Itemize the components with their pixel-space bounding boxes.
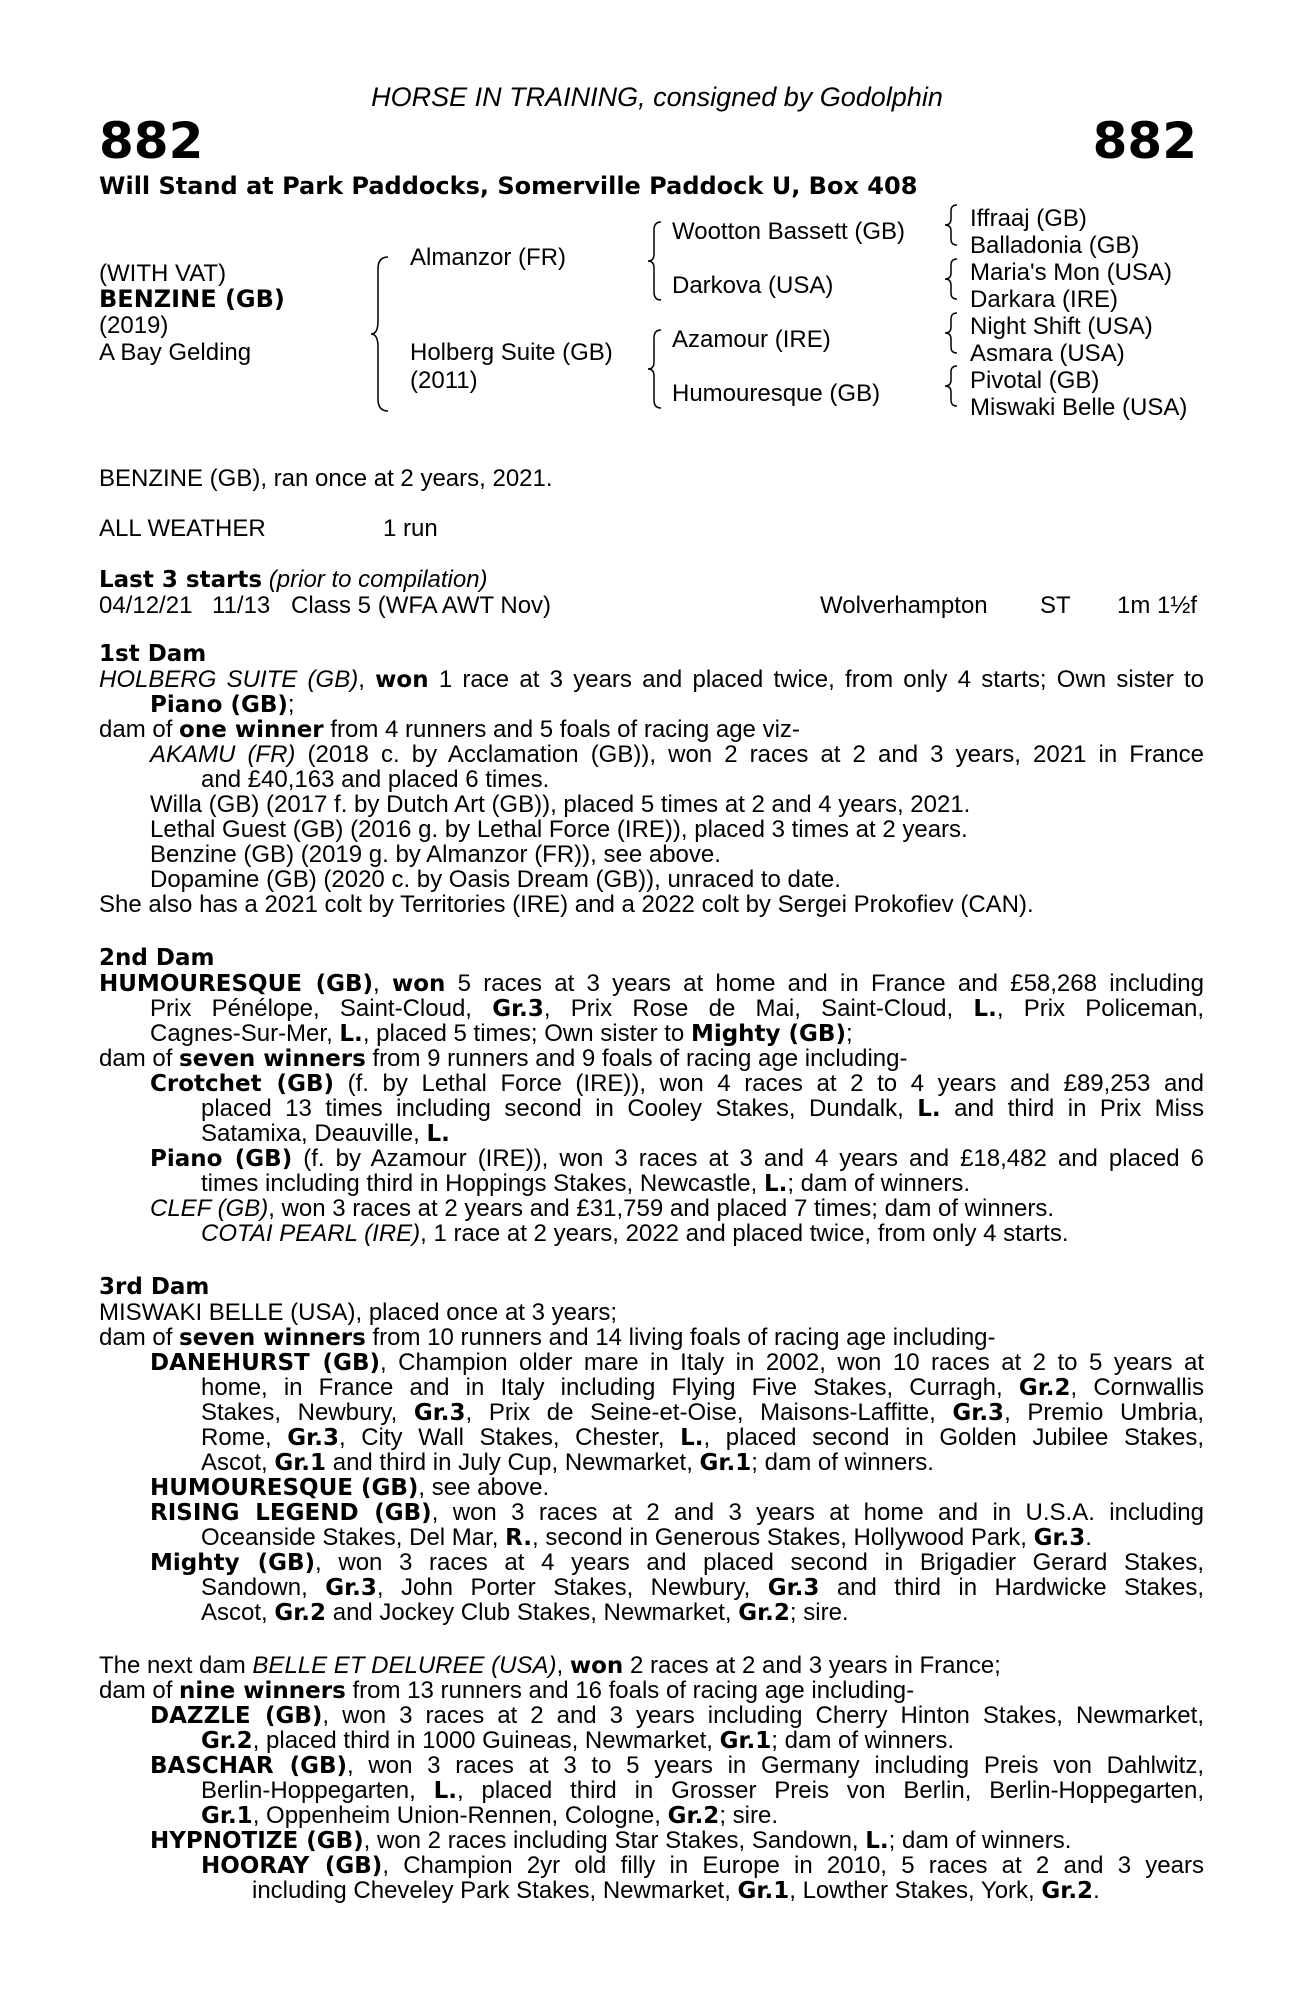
pedigree-brace-g4-4 [942,364,960,408]
sire-name: Almanzor (FR) [410,244,567,271]
race-record: BENZINE (GB), ran once at 2 years, 2021. [99,465,553,492]
lot-number-right: 882 [1092,112,1197,170]
last-starts-heading [99,566,488,594]
progeny-line: Sandown, Gr.3, John Porter Stakes, Newbury, Gr.3 and third in Hardwicke Stakes, [201,1575,1204,1600]
next-dam-line: The next dam BELLE ET DELUREE (USA), won 2 races at 2 and 3 years in France; [99,1652,1001,1679]
progeny-line: and £40,163 and placed 6 times. [201,766,550,793]
granddam-dam: Humouresque (GB) [672,380,881,407]
start-course: Wolverhampton [820,592,988,619]
pedigree-brace-dam [645,328,665,410]
second-dam-line: dam of seven winners from 9 runners and 9 foals of racing age including- [99,1045,908,1072]
gen4-6: Asmara (USA) [970,340,1125,367]
progeny-line: times including third in Hoppings Stakes, Newcastle, L.; dam of winners. [201,1170,971,1197]
first-dam-section [99,642,1204,917]
second-dam-line: HUMOURESQUE (GB), won 5 races at 3 years at home and in France and £58,268 including [99,971,1204,996]
sale-header: HORSE IN TRAINING, consigned by Godolphin [371,82,943,112]
pedigree-brace-g4-1 [942,203,960,247]
last-starts-note: (prior to compilation) [268,566,488,593]
vat-note: (WITH VAT) [99,260,227,287]
progeny-line: Crotchet (GB) (f. by Lethal Force (IRE)), won 4 races at 2 to 4 years and £89,253 and [150,1071,1204,1096]
progeny-line: Ascot, Gr.1 and third in July Cup, Newmarket, Gr.1; dam of winners. [201,1449,934,1476]
progeny-line: Willa (GB) (2017 f. by Dutch Art (GB)), placed 5 times at 2 and 4 years, 2021. [150,791,971,818]
start-position: 11/13 [212,592,271,619]
start-going: ST [1040,592,1071,619]
gen4-2: Balladonia (GB) [970,232,1140,259]
gen4-7: Pivotal (GB) [970,367,1100,394]
start-date: 04/12/21 [99,592,193,619]
progeny-line: CLEF (GB), won 3 races at 2 years and £31,759 and placed 7 times; dam of winners. [150,1195,1055,1222]
progeny-line: RISING LEGEND (GB), won 3 races at 2 and 3 years at home and in U.S.A. including [150,1500,1204,1525]
progeny-line: Ascot, Gr.2 and Jockey Club Stakes, Newmarket, Gr.2; sire. [201,1599,849,1626]
progeny-line: Satamixa, Deauville, L. [201,1120,450,1147]
pedigree-brace-main [368,255,392,413]
progeny-line: Rome, Gr.3, City Wall Stakes, Chester, L., placed second in Golden Jubilee Stakes, [201,1425,1204,1450]
second-dam-section [99,946,1204,1246]
progeny-line: HYPNOTIZE (GB), won 2 races including Star Stakes, Sandown, L.; dam of winners. [150,1827,1072,1854]
horse-name: BENZINE (GB) [99,285,285,313]
first-dam-line: She also has a 2021 colt by Territories (IRE) and a 2022 colt by Sergei Prokofiev (CAN). [99,891,1034,918]
surface-runs: 1 run [383,515,438,542]
grandsire-dam: Azamour (IRE) [672,326,831,353]
granddam-sire: Darkova (USA) [672,272,834,299]
second-dam-line: Prix Pénélope, Saint-Cloud, Gr.3, Prix Rose de Mai, Saint-Cloud, L., Prix Policeman, [150,996,1204,1021]
start-race: Class 5 (WFA AWT Nov) [291,592,552,619]
gen4-8: Miswaki Belle (USA) [970,394,1188,421]
horse-year: (2019) [99,312,169,339]
gen4-1: Iffraaj (GB) [970,205,1087,232]
gen4-4: Darkara (IRE) [970,286,1119,313]
second-dam-line: Cagnes-Sur-Mer, L., placed 5 times; Own sister to Mighty (GB); [150,1020,853,1047]
dam-year: (2011) [410,367,478,394]
next-dam-line: dam of nine winners from 13 runners and 16 foals of racing age including- [99,1677,915,1704]
progeny-line: Gr.2, placed third in 1000 Guineas, Newmarket, Gr.1; dam of winners. [201,1727,955,1754]
progeny-line: Piano (GB) (f. by Azamour (IRE)), won 3 races at 3 and 4 years and £18,482 and placed 6 [150,1146,1204,1171]
pedigree-brace-g4-2 [942,257,960,301]
third-dam-section [99,1275,1204,1625]
surface-label: ALL WEATHER [99,515,266,542]
progeny-line: BASCHAR (GB), won 3 races at 3 to 5 years in Germany including Preis von Dahlwitz, [150,1753,1204,1778]
first-dam-line: Piano (GB); [150,691,295,718]
progeny-line: Gr.1, Oppenheim Union-Rennen, Cologne, Gr.2; sire. [201,1802,778,1829]
progeny-line: Dopamine (GB) (2020 c. by Oasis Dream (GB)), unraced to date. [150,866,841,893]
third-dam-line: MISWAKI BELLE (USA), placed once at 3 years; [99,1299,617,1326]
horse-description: A Bay Gelding [99,339,252,366]
progeny-line: including Cheveley Park Stakes, Newmarket, Gr.1, Lowther Stakes, York, Gr.2. [252,1877,1100,1904]
first-dam-line: HOLBERG SUITE (GB), won 1 race at 3 years and placed twice, from only 4 starts; Own sister to [99,667,1204,692]
progeny-line: DAZZLE (GB), won 3 races at 2 and 3 years including Cherry Hinton Stakes, Newmarket, [150,1703,1204,1728]
progeny-line: COTAI PEARL (IRE), 1 race at 2 years, 2022 and placed twice, from only 4 starts. [201,1220,1069,1247]
second-dam-heading: 2nd Dam [99,945,215,971]
start-distance: 1m 1½f [1117,592,1198,619]
progeny-line: HOORAY (GB), Champion 2yr old filly in Europe in 2010, 5 races at 2 and 3 years [201,1853,1204,1878]
grandsire-sire: Wootton Bassett (GB) [672,218,905,245]
third-dam-heading: 3rd Dam [99,1274,210,1300]
progeny-line: placed 13 times including second in Cooley Stakes, Dundalk, L. and third in Prix Miss [201,1096,1204,1121]
first-dam-heading: 1st Dam [99,641,207,667]
progeny-line: HUMOURESQUE (GB), see above. [150,1474,550,1501]
gen4-5: Night Shift (USA) [970,313,1153,340]
gen4-3: Maria's Mon (USA) [970,259,1172,286]
progeny-line: Oceanside Stakes, Del Mar, R., second in Generous Stakes, Hollywood Park, Gr.3. [201,1524,1092,1551]
last-starts-title: Last 3 starts [99,567,263,593]
stand-location: Will Stand at Park Paddocks, Somerville Paddock U, Box 408 [99,172,918,200]
progeny-line: AKAMU (FR) (2018 c. by Acclamation (GB)), won 2 races at 2 and 3 years, 2021 in France [150,742,1204,767]
progeny-line: Benzine (GB) (2019 g. by Almanzor (FR)), see above. [150,841,721,868]
progeny-line: Berlin-Hoppegarten, L., placed third in Grosser Preis von Berlin, Berlin-Hoppegarten, [201,1778,1204,1803]
pedigree-brace-sire [645,220,665,302]
progeny-line: DANEHURST (GB), Champion older mare in Italy in 2002, won 10 races at 2 to 5 years at [150,1350,1204,1375]
progeny-line: Stakes, Newbury, Gr.3, Prix de Seine-et-Oise, Maisons-Laffitte, Gr.3, Premio Umbria, [201,1400,1204,1425]
third-dam-line: dam of seven winners from 10 runners and 14 living foals of racing age including- [99,1324,996,1351]
progeny-line: home, in France and in Italy including Flying Five Stakes, Curragh, Gr.2, Cornwallis [201,1375,1204,1400]
next-dam-section [99,1653,1204,1903]
pedigree-brace-g4-3 [942,311,960,355]
dam-name: Holberg Suite (GB) [410,339,613,366]
progeny-line: Lethal Guest (GB) (2016 g. by Lethal Force (IRE)), placed 3 times at 2 years. [150,816,968,843]
first-dam-line: dam of one winner from 4 runners and 5 foals of racing age viz- [99,716,800,743]
progeny-line: Mighty (GB), won 3 races at 4 years and placed second in Brigadier Gerard Stakes, [150,1550,1204,1575]
lot-number-left: 882 [99,112,204,170]
